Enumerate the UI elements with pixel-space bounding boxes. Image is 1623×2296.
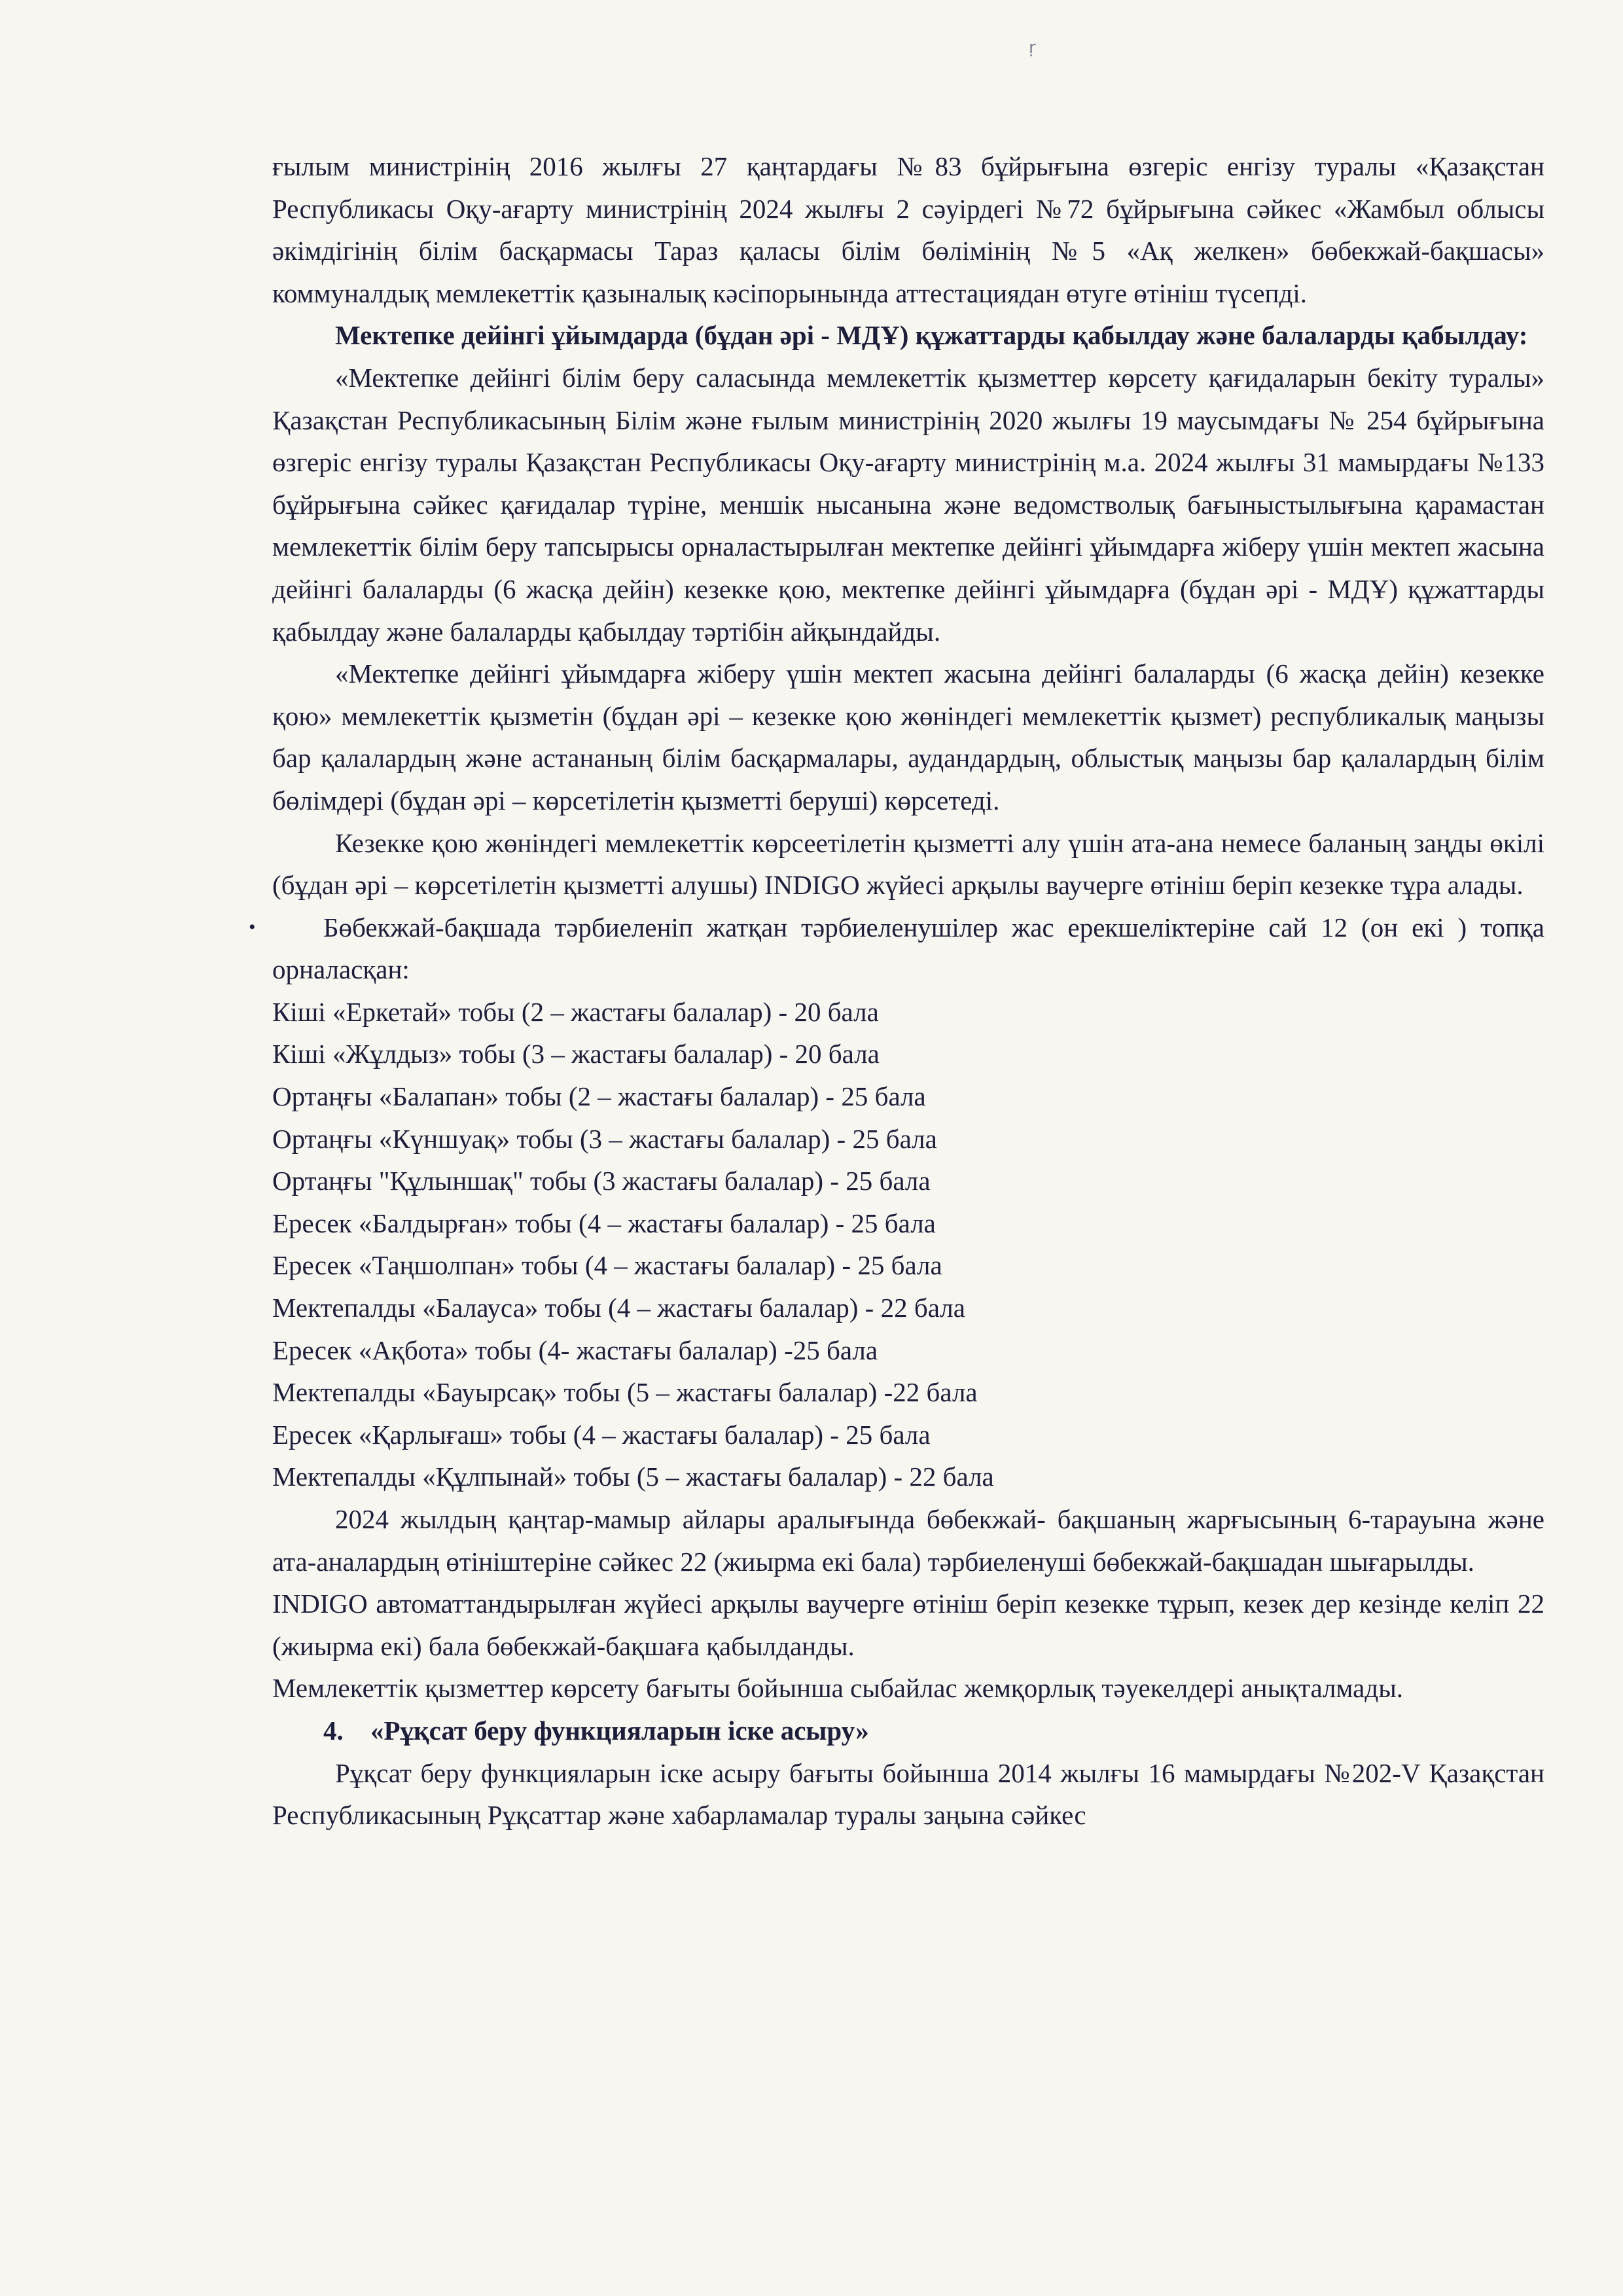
- heading-permits: [272, 1710, 1544, 1752]
- heading-permits-text: «Рұқсат беру функцияларын іске асыру»: [370, 1715, 869, 1746]
- group-item: Кіші «Жұлдыз» тобы (3 – жастағы балалар) - 20 бала: [272, 1039, 880, 1069]
- groups-intro-text: Бөбекжай-бақшада тәрбиеленіп жатқан тәрбиеленушілер жас ерекшеліктеріне сай 12 (он екі ) топқа орналасқан:: [272, 912, 1544, 985]
- paragraph-corruption-risks: Мемлекеттік қызметтер көрсету бағыты бойынша сыбайлас жемқорлық тәуекелдері анықталмады.: [272, 1673, 1404, 1704]
- paragraph-rules: «Мектепке дейінгі білім беру саласында мемлекеттік қызметтер көрсету қағидаларын бекіту туралы» Қазақстан Республикасының Білім және ғылым министрінің 2020 жылғы 19 маусымдағы № 254 бұйрығына өзгеріс енгізу туралы Қазақстан Республикасы Оқу-ағарту министрінің м.а. 2024 жылғы 31 мамырдағы №133 бұйрығына сәйкес қағидалар түріне, меншік нысанына және ведомстволық бағыныстылығына қарамастан мемлекеттік білім беру тапсырысы орналастырылған мектепке дейінгі ұйымдарға жіберу үшін мектеп жасына дейінгі балаларды (6 жасқа дейін) кезекке қою, мектепке дейінгі ұйымдарға (бұдан әрі - МДҰ) құжаттарды қабылдау және балаларды қабылдау тәртібін айқындайды.: [272, 362, 1544, 647]
- group-item: Ересек «Таңшолпан» тобы (4 – жастағы балалар) - 25 бала: [272, 1250, 942, 1281]
- paragraph-groups-intro: [249, 906, 1544, 991]
- paragraph-admitted: INDIGO автоматтандырылған жүйесі арқылы ваучерге өтініш беріп кезекке тұрып, кезек дер кезінде келіп 22 (жиырма екі) бала бөбекжай-бақшаға қабылданды.: [272, 1588, 1544, 1661]
- group-item: Мектепалды «Балауса» тобы (4 – жастағы балалар) - 22 бала: [272, 1293, 965, 1323]
- paragraph-permits: Рұқсат беру функцияларын іске асыру бағыты бойынша 2014 жылғы 16 мамырдағы №202-V Қазақстан Республикасының Рұқсаттар және хабарламалар туралы заңына сәйкес: [272, 1757, 1544, 1831]
- group-item: Кіші «Еркетай» тобы (2 – жастағы балалар) - 20 бала: [272, 996, 879, 1027]
- group-item: Ортаңғы «Күншуақ» тобы (3 – жастағы балалар) - 25 бала: [272, 1123, 937, 1154]
- paragraph-expelled: 2024 жылдың қаңтар-мамыр айлары аралығында бөбекжай- бақшаның жарғысының 6-тарауына және ата-аналардың өтініштеріне сәйкес 22 (жиырма екі бала) тәрбиеленуші бөбекжай-бақшадан шығарылды.: [272, 1504, 1544, 1577]
- groups-list: [272, 991, 1544, 1498]
- pencil-mark: ṛ: [1029, 38, 1036, 58]
- heading-preschool-admission: Мектепке дейінгі ұйымдарда (бұдан әрі - МДҰ) құжаттарды қабылдау және балаларды қабылдау:: [335, 320, 1528, 351]
- group-item: Мектепалды «Құлпынай» тобы (5 – жастағы балалар) - 22 бала: [272, 1462, 994, 1492]
- paragraph-queue-service: «Мектепке дейінгі ұйымдарға жіберу үшін мектеп жасына дейінгі балаларды (6 жасқа дейін) кезекке қою» мемлекеттік қызметін (бұдан әрі – кезекке қою жөніндегі мемлекеттік қызмет) республикалық маңызы бар қалалардың және астананың білім басқармалары, аудандардың, облыстық маңызы бар қалалардың білім бөлімдері (бұдан әрі – көрсетілетін қызметті беруші) көрсетеді.: [272, 658, 1544, 816]
- bullet-mark: •: [249, 916, 256, 938]
- group-item: Ортаңғы "Құлыншақ" тобы (3 жастағы балалар) - 25 бала: [272, 1166, 931, 1196]
- document-body: [249, 145, 1544, 1837]
- group-item: Мектепалды «Бауырсақ» тобы (5 – жастағы балалар) -22 бала: [272, 1377, 978, 1408]
- heading-number: 4.: [323, 1715, 344, 1746]
- paragraph-indigo: Кезекке қою жөніндегі мемлекеттік көрсеетілетін қызметті алу үшін ата-ана немесе баланың заңды өкілі (бұдан әрі – көрсетілетін қызметті алушы) INDIGO жүйесі арқылы ваучерге өтініш беріп кезекке тұра алады.: [272, 827, 1544, 901]
- group-item: Ересек «Балдырған» тобы (4 – жастағы балалар) - 25 бала: [272, 1208, 936, 1238]
- paragraph-attestation: ғылым министрінің 2016 жылғы 27 қаңтардағы №83 бұйрығына өзгеріс енгізу туралы «Қазақстан Республикасы Оқу-ағарту министрінің 2024 жылғы 2 сәуірдегі №72 бұйрығына сәйкес «Жамбыл облысы әкімдігінің білім басқармасы Тараз қаласы білім бөлімінің №5 «Ақ желкен» бөбекжай-бақшасы» коммуналдық мемлекеттік қазыналық кәсіпорынында аттестациядан өтуге өтініш түсепді.: [272, 151, 1544, 308]
- group-item: Ересек «Ақбота» тобы (4- жастағы балалар) -25 бала: [272, 1335, 878, 1365]
- group-item: Ортаңғы «Балапан» тобы (2 – жастағы балалар) - 25 бала: [272, 1081, 926, 1112]
- group-item: Ересек «Қарлығаш» тобы (4 – жастағы балалар) - 25 бала: [272, 1419, 931, 1450]
